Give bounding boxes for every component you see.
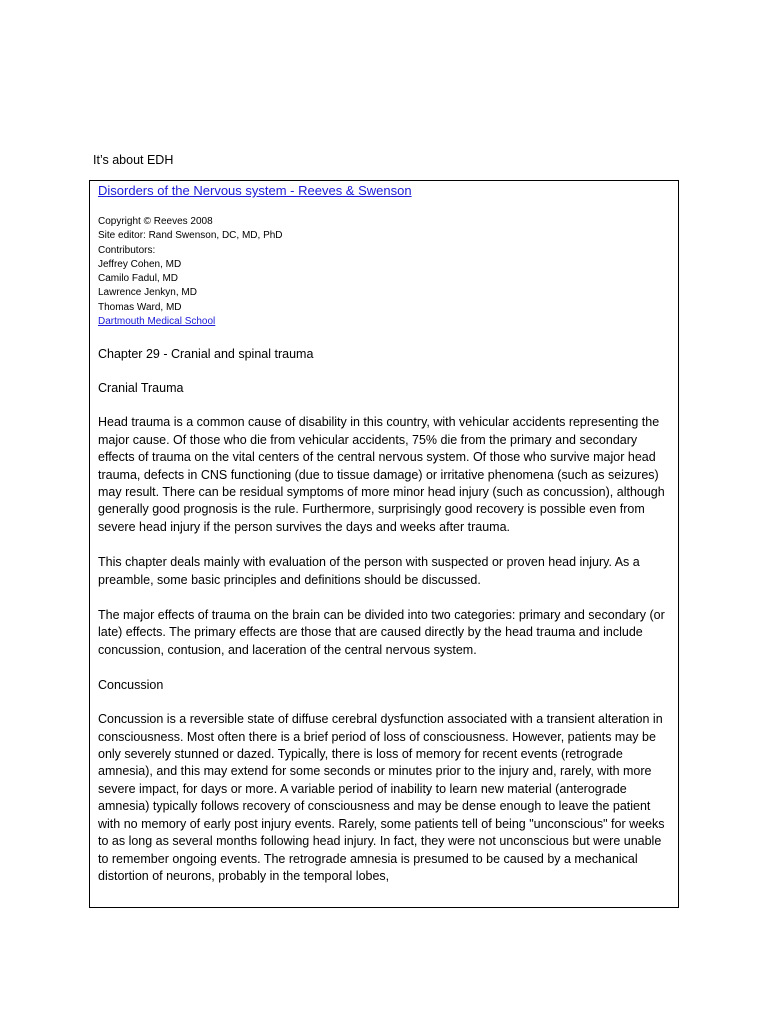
- paragraph-concussion: Concussion is a reversible state of diffuse cerebral dysfunction associated with a transient alteration in consciousness. Most often there is a brief period of loss of consciousness. However, patients may be only severely stunned or dazed. Typically, there is loss of memory for recent events (retrograde amnesia), and this may extend for some seconds or minutes prior to the injury and, rarely, with more severe impact, for days or more. A variable period of inability to learn new material (anterograde amnesia) typically follows recovery of consciousness and may be dense enough to leave the patient with no memory of early post injury events. Rarely, some patients tell of being "unconscious" for weeks to as long as several months following head injury. In fact, they were not unconscious but were unable to remember ongoing events. The retrograde amnesia is presumed to be caused by a mechanical distortion of neurons, probably in the temporal lobes,: [98, 712, 665, 883]
- copyright-line: Copyright © Reeves 2008: [98, 216, 213, 227]
- credits-block: [98, 215, 670, 329]
- site-editor-line: Site editor: Rand Swenson, DC, MD, PhD: [98, 230, 283, 242]
- contributor-name: Thomas Ward, MD: [98, 301, 182, 313]
- source-title-link[interactable]: Disorders of the Nervous system - Reeves & Swenson: [98, 183, 412, 198]
- contributor-name: Camilo Fadul, MD: [98, 273, 179, 285]
- chapter-title: Chapter 29 - Cranial and spinal trauma: [98, 347, 314, 362]
- contributor-name: Jeffrey Cohen, MD: [98, 258, 182, 270]
- paragraph-major-effects: The major effects of trauma on the brain can be divided into two categories: primary and secondary (or late) effects. The primary effects are those that are caused directly by the head trauma and include concussion, contusion, and laceration of the central nervous system.: [98, 608, 665, 657]
- paragraph-head-trauma: Head trauma is a common cause of disability in this country, with vehicular accidents representing the major cause. Of those who die from vehicular accidents, 75% die from the primary and secondary effects of trauma on the vital centers of the central nervous system. Of those who survive major head trauma, defects in CNS functioning (due to tissue damage) or irritative phenomena (such as seizures) may result. There can be residual symptoms of more minor head injury (such as concussion), although generally good prognosis is the rule. Furthermore, surprisingly good recovery is possible even from severe head injury if the person survives the days and weeks after trauma.: [98, 415, 665, 534]
- section-title-concussion: Concussion: [98, 678, 164, 693]
- quoted-excerpt-box: [89, 180, 679, 908]
- contributors-label: Contributors:: [98, 244, 156, 256]
- institution-link[interactable]: Dartmouth Medical School: [98, 316, 216, 328]
- contributor-name: Lawrence Jenkyn, MD: [98, 287, 197, 299]
- page-heading: It’s about EDH: [93, 153, 174, 167]
- section-title-cranial-trauma: Cranial Trauma: [98, 381, 184, 396]
- paragraph-chapter-scope: This chapter deals mainly with evaluation of the person with suspected or proven head injury. As a preamble, some basic principles and definitions should be discussed.: [98, 555, 640, 587]
